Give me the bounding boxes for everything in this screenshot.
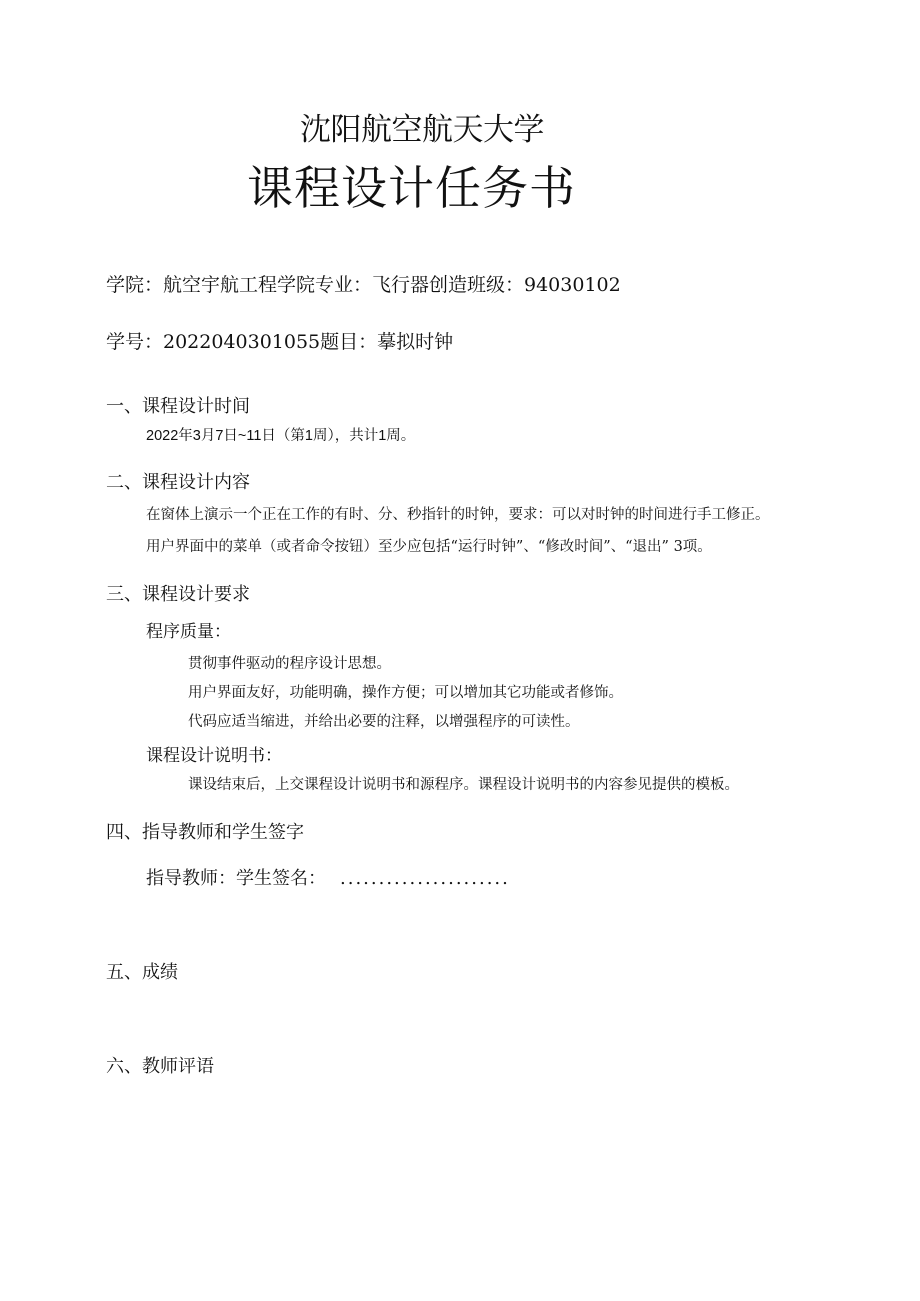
info-line-student: 学号：2022040301055题目：摹拟时钟 (106, 331, 454, 353)
manual-text: 课设结束后，上交课程设计说明书和源程序。课程设计说明书的内容参见提供的模板。 (188, 777, 739, 793)
section-heading-requirements: 三、课程设计要求 (106, 584, 250, 605)
section-heading-signature: 四、指导教师和学生签字 (106, 822, 304, 843)
signature-label: 指导教师：学生签名： (146, 868, 326, 889)
university-name: 沈阳航空航天大学 (300, 112, 544, 148)
signature-line (146, 864, 510, 890)
section-content-line-1: 在窗体上演示一个正在工作的有时、分、秒指针的时钟，要求：可以对时钟的时间进行手工修正。 (146, 507, 770, 523)
quality-item: 代码应适当缩进，并给出必要的注释，以增强程序的可读性。 (188, 714, 580, 730)
info-line-college: 学院：航空宇航工程学院专业：飞行器创造班级：94030102 (106, 274, 621, 296)
signature-dots: ...................... (340, 868, 510, 889)
section-content-line-2: 用户界面中的菜单（或者命令按钮）至少应包括“运行时钟”、“修改时间”、“退出” 3项。 (146, 539, 712, 555)
section-heading-time: 一、课程设计时间 (106, 396, 250, 417)
section-time-text: 2022年3月7日~11日（第1周），共计1周。 (146, 428, 416, 444)
quality-item: 用户界面友好，功能明确，操作方便；可以增加其它功能或者修饰。 (188, 685, 623, 701)
section-heading-content: 二、课程设计内容 (106, 472, 250, 493)
document-title: 课程设计任务书 (247, 161, 576, 215)
section-heading-comments: 六、教师评语 (106, 1056, 214, 1077)
manual-label: 课程设计说明书： (146, 746, 282, 766)
section-heading-grade: 五、成绩 (106, 962, 178, 983)
quality-label: 程序质量： (146, 622, 231, 642)
quality-item: 贯彻事件驱动的程序设计思想。 (188, 656, 391, 672)
